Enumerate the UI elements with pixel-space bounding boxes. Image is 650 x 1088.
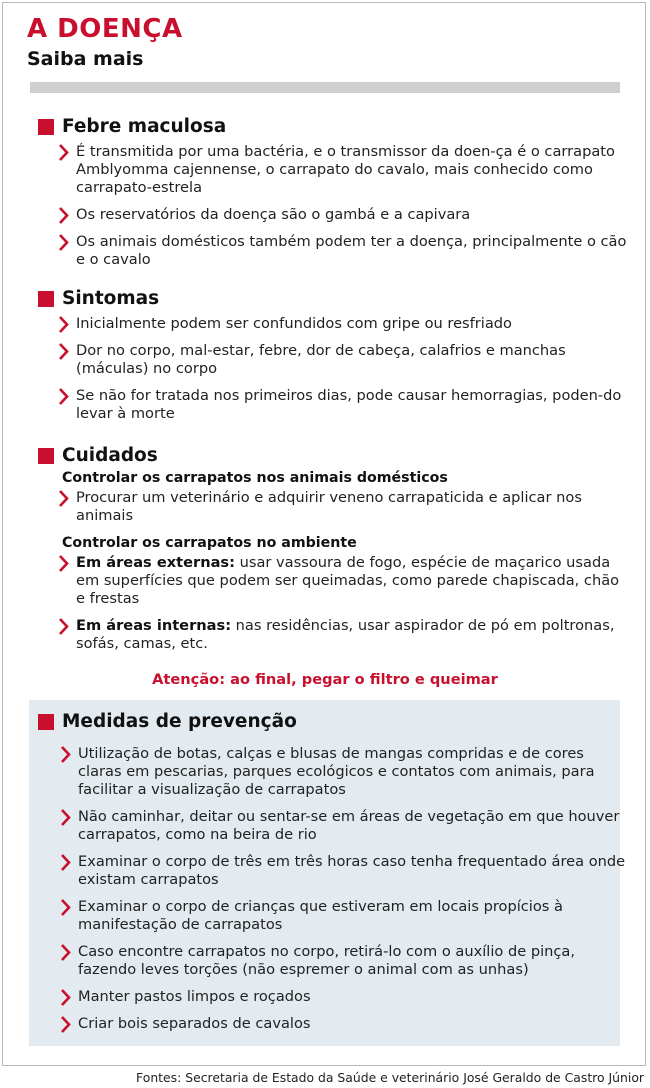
list-item [38, 853, 628, 889]
section-title: Febre maculosa [62, 116, 227, 137]
list-item-text: Procurar um veterinário e adquirir veneno carrapaticida e aplicar nos animais [76, 489, 582, 524]
section-header [38, 114, 628, 140]
header-divider-bar [30, 82, 620, 93]
list-item-text: É transmitida por uma bactéria, e o transmissor da doen-ça é o carrapato Amblyomma cajennense, o carrapato do cavalo, mais conhecido como carrapato-estrela [76, 143, 615, 196]
list-item-text: Criar bois separados de cavalos [78, 1015, 311, 1032]
attention-note: Atenção: ao final, pegar o filtro e queimar [152, 671, 498, 688]
chevron-right-icon [58, 316, 70, 333]
section-header [38, 709, 628, 735]
list-item [38, 988, 628, 1006]
chevron-right-icon [58, 207, 70, 224]
subsection-title-environment: Controlar os carrapatos no ambiente [62, 535, 357, 551]
list-item [38, 554, 628, 608]
chevron-right-icon [58, 234, 70, 251]
page-title: A DOENÇA [27, 14, 183, 44]
list-item [38, 342, 628, 378]
chevron-right-icon [58, 555, 70, 572]
list-item-text: Utilização de botas, calças e blusas de mangas compridas e de cores claras em pescarias, parques ecológicos e contatos com animais, para facilitar a visualização de carrapatos [78, 745, 595, 798]
subsection-title-animals: Controlar os carrapatos nos animais domésticos [62, 470, 448, 486]
list-item-text: Caso encontre carrapatos no corpo, retirá-lo com o auxílio de pinça, fazendo leves torções (não espremer o animal com as unhas) [78, 943, 575, 978]
bullet-list [38, 489, 628, 525]
list-item-text: Os animais domésticos também podem ter a doença, principalmente o cão e o cavalo [76, 233, 627, 268]
list-item [38, 745, 628, 799]
chevron-right-icon [60, 944, 72, 961]
chevron-right-icon [58, 144, 70, 161]
section-cuidados [38, 443, 628, 662]
chevron-right-icon [60, 746, 72, 763]
chevron-right-icon [60, 989, 72, 1006]
list-item-text: Os reservatórios da doença são o gambá e a capivara [76, 206, 471, 223]
list-item-lead: Em áreas internas: [76, 617, 232, 634]
list-item-lead: Em áreas externas: [76, 554, 235, 571]
list-item-text: Se não for tratada nos primeiros dias, pode causar hemorragias, poden-do levar à morte [76, 387, 622, 422]
section-febre-maculosa [38, 114, 628, 278]
chevron-right-icon [60, 854, 72, 871]
list-item-text: Inicialmente podem ser confundidos com gripe ou resfriado [76, 315, 512, 332]
page-subtitle: Saiba mais [27, 48, 144, 70]
section-title: Cuidados [62, 445, 158, 466]
list-item-text: Não caminhar, deitar ou sentar-se em áreas de vegetação em que houver carrapatos, como na beira de rio [78, 808, 620, 843]
section-title: Sintomas [62, 288, 160, 309]
list-item [38, 489, 628, 525]
chevron-right-icon [58, 388, 70, 405]
list-item-text: nas residências, usar aspirador de pó em poltronas, sofás, camas, etc. [76, 617, 615, 652]
list-item [38, 808, 628, 844]
section-header [38, 286, 628, 312]
list-item [38, 315, 628, 333]
bullet-list [38, 554, 628, 653]
section-prevencao [38, 709, 628, 1042]
red-square-icon [38, 714, 54, 730]
list-item-text: usar vassoura de fogo, espécie de maçarico usada em superfícies que podem ser queimadas, como parede chapiscada, chão e frestas [76, 554, 620, 607]
list-item-text: Examinar o corpo de crianças que estiveram em locais propícios à manifestação de carrapatos [78, 898, 563, 933]
chevron-right-icon [60, 1016, 72, 1033]
list-item [38, 617, 628, 653]
list-item [38, 943, 628, 979]
list-item-text: Dor no corpo, mal-estar, febre, dor de cabeça, calafrios e manchas (máculas) no corpo [76, 342, 566, 377]
list-item [38, 206, 628, 224]
section-sintomas [38, 286, 628, 432]
red-square-icon [38, 291, 54, 307]
list-item [38, 233, 628, 269]
chevron-right-icon [60, 809, 72, 826]
chevron-right-icon [60, 899, 72, 916]
section-header [38, 443, 628, 469]
list-item-text: Manter pastos limpos e roçados [78, 988, 311, 1005]
chevron-right-icon [58, 490, 70, 507]
list-item-text: Examinar o corpo de três em três horas caso tenha frequentado área onde existam carrapatos [78, 853, 626, 888]
list-item [38, 1015, 628, 1033]
section-title: Medidas de prevenção [62, 711, 297, 732]
red-square-icon [38, 448, 54, 464]
list-item [38, 387, 628, 423]
bullet-list [38, 143, 628, 269]
source-credit: Fontes: Secretaria de Estado da Saúde e veterinário José Geraldo de Castro Júnior [136, 1070, 644, 1085]
chevron-right-icon [58, 343, 70, 360]
bullet-list [38, 315, 628, 423]
chevron-right-icon [58, 618, 70, 635]
list-item [38, 143, 628, 197]
list-item [38, 898, 628, 934]
bullet-list [38, 745, 628, 1033]
red-square-icon [38, 119, 54, 135]
